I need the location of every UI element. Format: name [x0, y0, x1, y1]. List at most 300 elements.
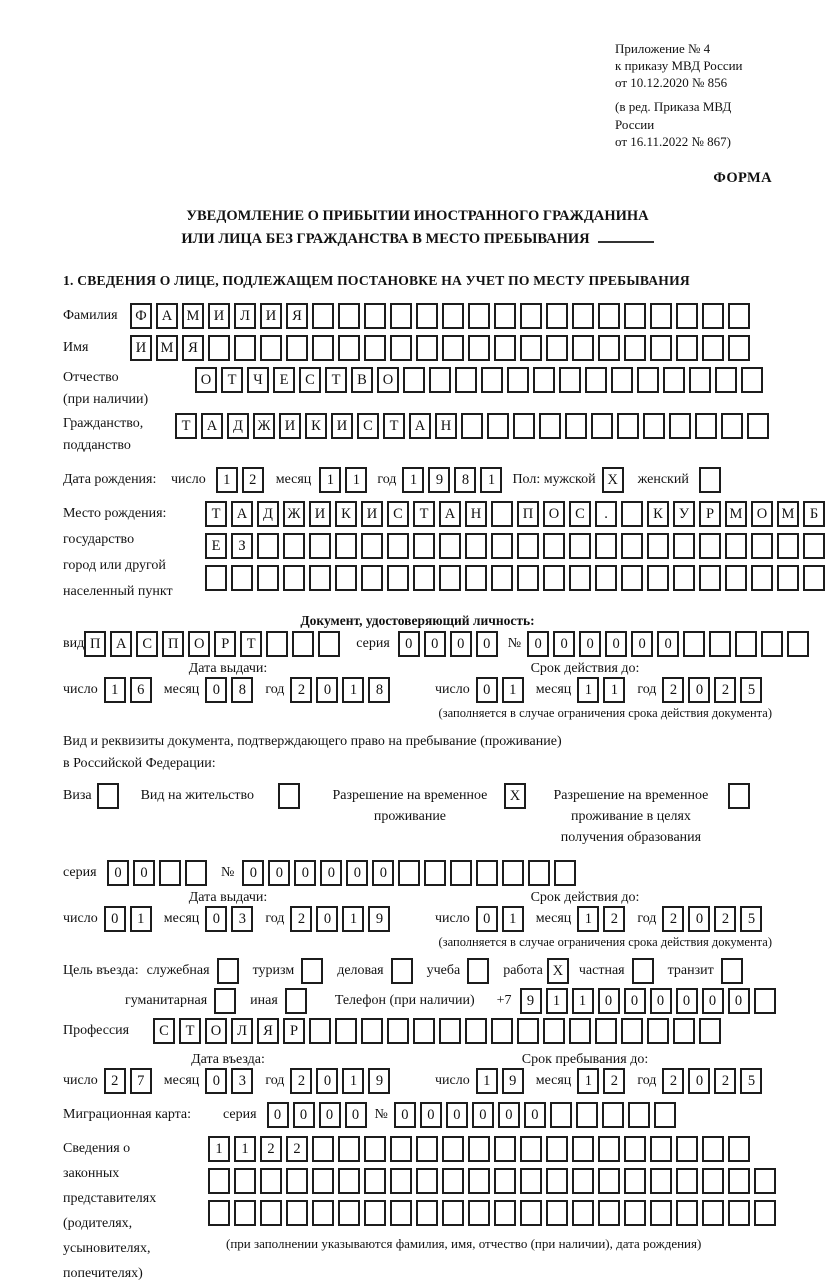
char-cell: Я: [257, 1018, 279, 1044]
char-cell: [539, 413, 561, 439]
char-cell: [266, 631, 288, 657]
purpose-study-checkbox: [467, 958, 489, 984]
char-cell: 0: [476, 631, 498, 657]
char-cell: [442, 1136, 464, 1162]
char-cell: [650, 1168, 672, 1194]
char-cell: М: [777, 501, 799, 527]
char-cell: 0: [476, 906, 498, 932]
char-cell: [390, 1168, 412, 1194]
char-cell: [260, 1168, 282, 1194]
char-cell: [751, 533, 773, 559]
char-cell: [520, 1136, 542, 1162]
char-cell: К: [335, 501, 357, 527]
purpose-humanitarian: гуманитарная: [125, 988, 236, 1014]
char-cell: [439, 1018, 461, 1044]
char-cell: И: [331, 413, 353, 439]
entry-purpose-row2: [63, 988, 772, 1014]
char-cell: 3: [231, 906, 253, 932]
char-cell: [517, 1018, 539, 1044]
valid-until-heading: Срок действия до:: [530, 890, 640, 906]
char-cell: 0: [688, 1068, 710, 1094]
char-cell: [97, 783, 119, 809]
char-cell: [364, 335, 386, 361]
char-cell: 0: [688, 677, 710, 703]
char-cell: [491, 565, 513, 591]
purpose-tourism: туризм: [253, 958, 324, 984]
char-cell: [468, 1136, 490, 1162]
char-cell: [546, 1200, 568, 1226]
char-cell: [494, 1168, 516, 1194]
char-cell: [185, 860, 207, 886]
char-cell: 9: [520, 988, 542, 1014]
doc-kind-cells: [84, 631, 340, 657]
phone-prefix: +7: [496, 993, 512, 1009]
birth-date-label: Дата рождения:: [63, 472, 157, 488]
char-cell: [543, 533, 565, 559]
char-cell: [676, 1168, 698, 1194]
char-cell: А: [231, 501, 253, 527]
char-cell: [413, 533, 435, 559]
char-cell: [572, 1200, 594, 1226]
char-cell: 0: [205, 1068, 227, 1094]
char-cell: 5: [740, 906, 762, 932]
patronymic-cells: [195, 367, 763, 393]
char-cell: [624, 1168, 646, 1194]
representatives-label: Сведения о законных представителях (родителях, усыновителях, попечителях): [63, 1141, 157, 1282]
char-cell: [234, 335, 256, 361]
char-cell: М: [725, 501, 747, 527]
char-cell: А: [409, 413, 431, 439]
residence-series-cells: [107, 860, 207, 886]
char-cell: [702, 303, 724, 329]
purpose-official-checkbox: [217, 958, 239, 984]
char-cell: [676, 335, 698, 361]
char-cell: [387, 565, 409, 591]
char-cell: [533, 367, 555, 393]
char-cell: [413, 1018, 435, 1044]
char-cell: О: [205, 1018, 227, 1044]
char-cell: 0: [472, 1102, 494, 1128]
char-cell: [442, 1200, 464, 1226]
char-cell: [338, 303, 360, 329]
char-cell: 0: [605, 631, 627, 657]
char-cell: 2: [714, 906, 736, 932]
char-cell: [650, 303, 672, 329]
char-cell: 2: [104, 1068, 126, 1094]
char-cell: [416, 1200, 438, 1226]
char-cell: [725, 565, 747, 591]
char-cell: [439, 565, 461, 591]
migration-series-cells: [267, 1102, 367, 1128]
doc-series-label: серия: [356, 636, 390, 652]
title-blank-underline: [598, 229, 654, 243]
char-cell: 1: [577, 677, 599, 703]
char-cell: А: [201, 413, 223, 439]
char-cell: [683, 631, 705, 657]
char-cell: [461, 413, 483, 439]
char-cell: 0: [394, 1102, 416, 1128]
char-cell: [286, 335, 308, 361]
char-cell: А: [156, 303, 178, 329]
doc-series-cells: [398, 631, 498, 657]
amendment-line: (в ред. Приказа МВД России: [615, 99, 732, 132]
char-cell: [611, 367, 633, 393]
char-cell: [390, 335, 412, 361]
char-cell: [721, 958, 743, 984]
form-title-line1: УВЕДОМЛЕНИЕ О ПРИБЫТИИ ИНОСТРАННОГО ГРАЖДАНИНА: [186, 207, 649, 224]
form-label: ФОРМА: [713, 169, 772, 186]
doc-number-label: №: [507, 636, 522, 652]
char-cell: [429, 367, 451, 393]
char-cell: [361, 565, 383, 591]
entry-purpose-row: [63, 958, 772, 984]
char-cell: [517, 565, 539, 591]
char-cell: [621, 501, 643, 527]
char-cell: Т: [240, 631, 262, 657]
char-cell: [364, 1136, 386, 1162]
number-label: №: [221, 865, 235, 881]
char-cell: 0: [104, 906, 126, 932]
char-cell: Т: [325, 367, 347, 393]
char-cell: 8: [368, 677, 390, 703]
char-cell: [647, 1018, 669, 1044]
char-cell: X: [602, 467, 624, 493]
entry-date: число 2 7 месяц 0 3 год 2 0 1 9: [63, 1068, 435, 1094]
birth-day-cells: [216, 467, 264, 493]
char-cell: [257, 565, 279, 591]
char-cell: 0: [446, 1102, 468, 1128]
char-cell: Л: [231, 1018, 253, 1044]
form-title: [63, 205, 772, 251]
char-cell: Я: [182, 335, 204, 361]
char-cell: 1: [402, 467, 424, 493]
char-cell: 0: [133, 860, 155, 886]
char-cell: Е: [273, 367, 295, 393]
char-cell: 9: [368, 906, 390, 932]
char-cell: [546, 335, 568, 361]
char-cell: С: [153, 1018, 175, 1044]
char-cell: 1: [130, 906, 152, 932]
char-cell: [231, 565, 253, 591]
char-cell: [735, 631, 757, 657]
char-cell: К: [647, 501, 669, 527]
char-cell: [513, 413, 535, 439]
birth-place-label: Место рождения: государство город или другой населенный пункт: [63, 506, 173, 600]
char-cell: [491, 1018, 513, 1044]
representatives-note: (при заполнении указываются фамилия, имя, отчество (при наличии), дата рождения): [226, 1236, 702, 1252]
purpose-transit: транзит: [668, 958, 743, 984]
char-cell: 1: [345, 467, 367, 493]
patronymic-row: [63, 367, 772, 411]
char-cell: [650, 1200, 672, 1226]
char-cell: [465, 1018, 487, 1044]
char-cell: [487, 413, 509, 439]
char-cell: 2: [603, 906, 625, 932]
char-cell: [208, 1200, 230, 1226]
char-cell: [520, 303, 542, 329]
char-cell: К: [305, 413, 327, 439]
purpose-work: работа X: [503, 958, 569, 984]
char-cell: 2: [714, 1068, 736, 1094]
residence-permit-option: Вид на жительство: [141, 783, 300, 809]
annex-line: Приложение № 4: [615, 41, 711, 56]
char-cell: [747, 413, 769, 439]
char-cell: 0: [294, 860, 316, 886]
char-cell: [728, 335, 750, 361]
char-cell: 1: [476, 1068, 498, 1094]
char-cell: [528, 860, 550, 886]
char-cell: [647, 565, 669, 591]
char-cell: [494, 1200, 516, 1226]
char-cell: [569, 533, 591, 559]
char-cell: [364, 303, 386, 329]
citizenship-cells: [175, 413, 769, 439]
char-cell: 6: [130, 677, 152, 703]
birth-place-row3-cells: [205, 565, 825, 591]
representatives-row1-cells: [208, 1136, 776, 1162]
doc-number-cells: [527, 631, 809, 657]
char-cell: [520, 335, 542, 361]
char-cell: Л: [234, 303, 256, 329]
char-cell: [598, 303, 620, 329]
char-cell: [398, 860, 420, 886]
char-cell: 1: [603, 677, 625, 703]
char-cell: 1: [546, 988, 568, 1014]
sex-male-label: Пол: мужской: [512, 472, 596, 488]
char-cell: [442, 335, 464, 361]
char-cell: Т: [413, 501, 435, 527]
valid-until-heading: Срок действия до:: [530, 661, 640, 677]
char-cell: [699, 467, 721, 493]
edu-permit-checkbox: [728, 783, 750, 809]
char-cell: [728, 1168, 750, 1194]
purpose-private-checkbox: [632, 958, 654, 984]
char-cell: 9: [502, 1068, 524, 1094]
purpose-business: деловая: [337, 958, 412, 984]
char-cell: [312, 303, 334, 329]
char-cell: [338, 1200, 360, 1226]
char-cell: [595, 565, 617, 591]
residence-doc-series-row: [63, 860, 772, 886]
char-cell: С: [569, 501, 591, 527]
char-cell: 0: [316, 906, 338, 932]
char-cell: 1: [480, 467, 502, 493]
char-cell: [403, 367, 425, 393]
char-cell: 0: [498, 1102, 520, 1128]
char-cell: [576, 1102, 598, 1128]
char-cell: [572, 335, 594, 361]
char-cell: 0: [728, 988, 750, 1014]
purpose-work-checkbox: [547, 958, 569, 984]
char-cell: [208, 1168, 230, 1194]
char-cell: X: [504, 783, 526, 809]
char-cell: 1: [572, 988, 594, 1014]
char-cell: [467, 958, 489, 984]
char-cell: [721, 413, 743, 439]
char-cell: [338, 1136, 360, 1162]
surname-cells: [130, 303, 750, 329]
number-label: №: [374, 1107, 388, 1123]
char-cell: 9: [368, 1068, 390, 1094]
char-cell: [312, 335, 334, 361]
purpose-other-checkbox: [285, 988, 307, 1014]
char-cell: [442, 303, 464, 329]
series-label: серия: [223, 1107, 257, 1123]
char-cell: [468, 1200, 490, 1226]
phone-cells: [520, 988, 776, 1014]
given-name-cells: [130, 335, 750, 361]
char-cell: [455, 367, 477, 393]
char-cell: [468, 335, 490, 361]
char-cell: [699, 565, 721, 591]
char-cell: 1: [104, 677, 126, 703]
char-cell: [569, 1018, 591, 1044]
char-cell: 1: [342, 677, 364, 703]
char-cell: М: [156, 335, 178, 361]
phone-label: Телефон (при наличии): [334, 993, 475, 1009]
char-cell: [283, 565, 305, 591]
char-cell: [637, 367, 659, 393]
entry-dates: [63, 1052, 772, 1094]
char-cell: 0: [293, 1102, 315, 1128]
char-cell: 2: [714, 677, 736, 703]
char-cell: 8: [454, 467, 476, 493]
char-cell: Р: [699, 501, 721, 527]
char-cell: С: [357, 413, 379, 439]
char-cell: [309, 533, 331, 559]
char-cell: 0: [398, 631, 420, 657]
char-cell: С: [299, 367, 321, 393]
birth-year-cells: [402, 467, 502, 493]
char-cell: [602, 1102, 624, 1128]
char-cell: Ж: [253, 413, 275, 439]
char-cell: П: [517, 501, 539, 527]
char-cell: [803, 533, 825, 559]
char-cell: [673, 565, 695, 591]
char-cell: [702, 1200, 724, 1226]
char-cell: 0: [345, 1102, 367, 1128]
profession-cells: [153, 1018, 721, 1044]
char-cell: [598, 335, 620, 361]
char-cell: [502, 860, 524, 886]
char-cell: М: [182, 303, 204, 329]
char-cell: 9: [428, 467, 450, 493]
char-cell: [309, 565, 331, 591]
annex-line: к приказу МВД России: [615, 58, 743, 74]
temp-permit-checkbox: [504, 783, 526, 809]
char-cell: 0: [107, 860, 129, 886]
char-cell: И: [208, 303, 230, 329]
char-cell: Е: [205, 533, 227, 559]
char-cell: [650, 1136, 672, 1162]
char-cell: [494, 303, 516, 329]
char-cell: [390, 303, 412, 329]
char-cell: 0: [205, 906, 227, 932]
char-cell: О: [377, 367, 399, 393]
char-cell: [335, 565, 357, 591]
residence-valid-date: число 0 1 месяц 1 2 год 2 0 2 5: [435, 906, 774, 932]
char-cell: 1: [502, 677, 524, 703]
char-cell: 1: [342, 1068, 364, 1094]
char-cell: [621, 533, 643, 559]
representatives-row3-cells: [208, 1200, 776, 1226]
char-cell: [595, 1018, 617, 1044]
char-cell: Т: [205, 501, 227, 527]
char-cell: [476, 860, 498, 886]
char-cell: [598, 1168, 620, 1194]
purpose-study: учеба: [427, 958, 490, 984]
sex-female-label: женский: [637, 472, 689, 488]
char-cell: [364, 1168, 386, 1194]
profession-label: Профессия: [63, 1023, 130, 1039]
char-cell: 0: [205, 677, 227, 703]
residence-permit-checkbox: [278, 783, 300, 809]
char-cell: [338, 1168, 360, 1194]
char-cell: [725, 533, 747, 559]
char-cell: [260, 1200, 282, 1226]
char-cell: Б: [803, 501, 825, 527]
char-cell: [669, 413, 691, 439]
char-cell: [416, 303, 438, 329]
char-cell: [621, 1018, 643, 1044]
purpose-other: иная: [250, 988, 307, 1014]
char-cell: 1: [216, 467, 238, 493]
char-cell: У: [673, 501, 695, 527]
char-cell: 0: [631, 631, 653, 657]
char-cell: [572, 303, 594, 329]
char-cell: [335, 533, 357, 559]
char-cell: [283, 533, 305, 559]
char-cell: [364, 1200, 386, 1226]
char-cell: И: [361, 501, 383, 527]
char-cell: [361, 533, 383, 559]
char-cell: [650, 335, 672, 361]
char-cell: 5: [740, 677, 762, 703]
char-cell: 2: [662, 1068, 684, 1094]
char-cell: 2: [662, 906, 684, 932]
char-cell: И: [309, 501, 331, 527]
char-cell: [543, 1018, 565, 1044]
char-cell: А: [110, 631, 132, 657]
stay-until-date: число 1 9 месяц 1 2 год 2 0 2 5: [435, 1068, 774, 1094]
char-cell: X: [547, 958, 569, 984]
entry-date-heading: Дата въезда:: [191, 1052, 265, 1068]
char-cell: 0: [553, 631, 575, 657]
char-cell: [257, 533, 279, 559]
char-cell: 1: [502, 906, 524, 932]
char-cell: 0: [320, 860, 342, 886]
char-cell: [286, 1200, 308, 1226]
char-cell: [624, 1136, 646, 1162]
identity-issue-date: число 1 6 месяц 0 8 год 2 0 1 8: [63, 677, 435, 703]
char-cell: Ф: [130, 303, 152, 329]
amendment-line: от 16.11.2022 № 867): [615, 133, 732, 149]
given-name-label: Имя: [63, 340, 89, 356]
temp-permit-option: Разрешение на временное проживание X: [324, 783, 526, 827]
char-cell: [676, 1200, 698, 1226]
surname-label: Фамилия: [63, 308, 118, 324]
char-cell: [699, 1018, 721, 1044]
char-cell: [647, 533, 669, 559]
char-cell: [416, 1136, 438, 1162]
purpose-tourism-checkbox: [301, 958, 323, 984]
char-cell: [695, 413, 717, 439]
char-cell: Р: [214, 631, 236, 657]
char-cell: [424, 860, 446, 886]
char-cell: Т: [383, 413, 405, 439]
char-cell: П: [84, 631, 106, 657]
char-cell: 1: [208, 1136, 230, 1162]
